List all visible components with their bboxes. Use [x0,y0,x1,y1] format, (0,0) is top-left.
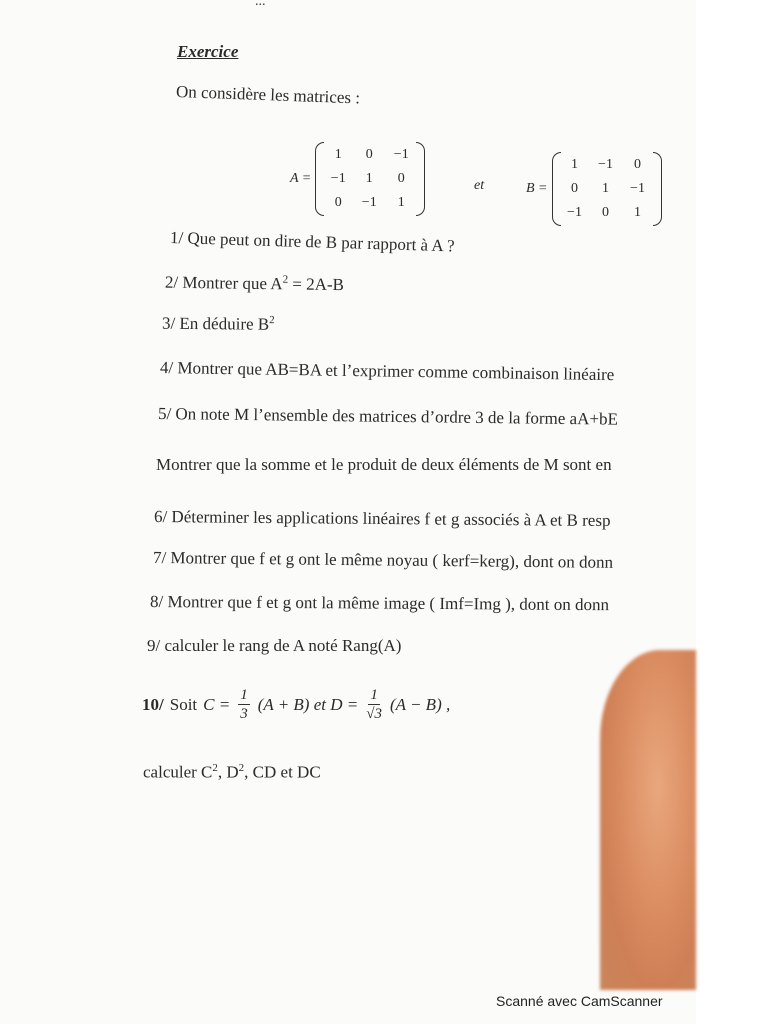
question-10 [142,686,450,723]
matrix-a-name: A = [290,171,312,186]
question-10-end: (A − B) , [389,694,451,714]
matrix-b-cell: −1 [630,181,645,196]
question-9: 9/ calculer le rang de A noté Rang(A) [147,636,402,655]
exercise-title: Exercice [177,42,239,61]
matrix-a [290,142,425,216]
matrix-a-cell: 1 [334,147,342,162]
matrix-b-cell: −1 [598,157,613,172]
matrix-a-cell: 0 [397,171,405,186]
matrix-b-name: B = [526,181,548,196]
matrix-a-cell: 0 [334,195,342,210]
matrix-b-cell: 0 [634,157,641,172]
calc-text-a: calculer C [143,762,213,782]
question-4: 4/ Montrer que AB=BA et l’exprimer comme combinaison linéaire [159,358,615,385]
fraction-denominator: √3 [366,706,382,722]
matrix-a-right-paren [416,142,425,216]
matrix-connector: et [474,178,485,193]
fraction-numerator: 1 [370,687,378,703]
matrix-b-right-paren [653,152,662,226]
matrix-b-grid [561,153,653,225]
matrix-a-grid [324,143,416,215]
calc-text-b: , D [217,762,239,782]
matrix-a-cell: 0 [365,147,373,162]
matrix-a-left-paren [315,142,324,216]
calc-exponent-2: 2 [238,762,245,774]
question-6: 6/ Déterminer les applications linéaires f et g associés à A et B resp [153,507,611,530]
matrix-b-cell: 1 [634,205,641,220]
fraction-numerator: 1 [240,687,248,703]
matrix-b-cell: −1 [567,205,582,220]
calc-exponent-1: 2 [212,762,218,774]
question-5: 5/ On note M l’ensemble des matrices d’ordre 3 de la forme aA+bE [157,404,619,429]
matrix-b-cell: 0 [571,181,578,196]
question-10-soit: Soit [169,694,198,714]
question-3-exponent: 2 [269,314,275,327]
question-7: 7/ Montrer que f et g ont le même noyau ( kerf=kerg), dont on donn [152,548,614,572]
question-2 [165,272,344,295]
matrix-b-left-paren [552,152,561,226]
matrix-a-cell: −1 [361,195,377,210]
matrix-a-cell: 1 [397,195,405,210]
camscanner-watermark: Scanné avec CamScanner [496,993,663,1009]
fraction-denominator: 3 [240,706,248,722]
question-10-label: 10/ [142,694,164,714]
question-1: 1/ Que peut on dire de B par rapport à A ? [169,228,455,256]
question-2-post: = 2A-B [287,274,345,295]
matrix-b-cell: 1 [602,181,609,196]
matrix-a-cell: −1 [393,147,409,162]
question-10-calc [143,762,321,783]
question-3-pre: 3/ En déduire B [161,313,270,334]
finger-shadow [600,650,696,990]
matrix-a-cell: −1 [330,171,346,186]
fraction-one-third [238,686,250,723]
matrix-b [526,152,662,226]
calc-text-c: , CD et DC [244,762,321,782]
question-2-exponent: 2 [282,273,289,286]
question-10-mid: (A + B) et D = [257,694,359,714]
question-2-pre: 2/ Montrer que A [164,272,283,294]
matrix-b-cell: 0 [602,205,609,220]
top-scrap-text: ... [255,0,266,9]
question-8: 8/ Montrer que f et g ont la même image ( Imf=Img ), dont on donn [149,592,610,615]
question-10-c: C = [203,694,231,714]
question-5-continuation: Montrer que la somme et le produit de deux éléments de M sont en [156,455,612,474]
matrix-b-cell: 1 [571,157,578,172]
intro-text: On considère les matrices : [175,82,361,108]
fraction-one-over-root-three [366,686,382,723]
question-3 [162,313,275,335]
matrix-a-cell: 1 [365,171,373,186]
paper-edge [696,0,768,1024]
